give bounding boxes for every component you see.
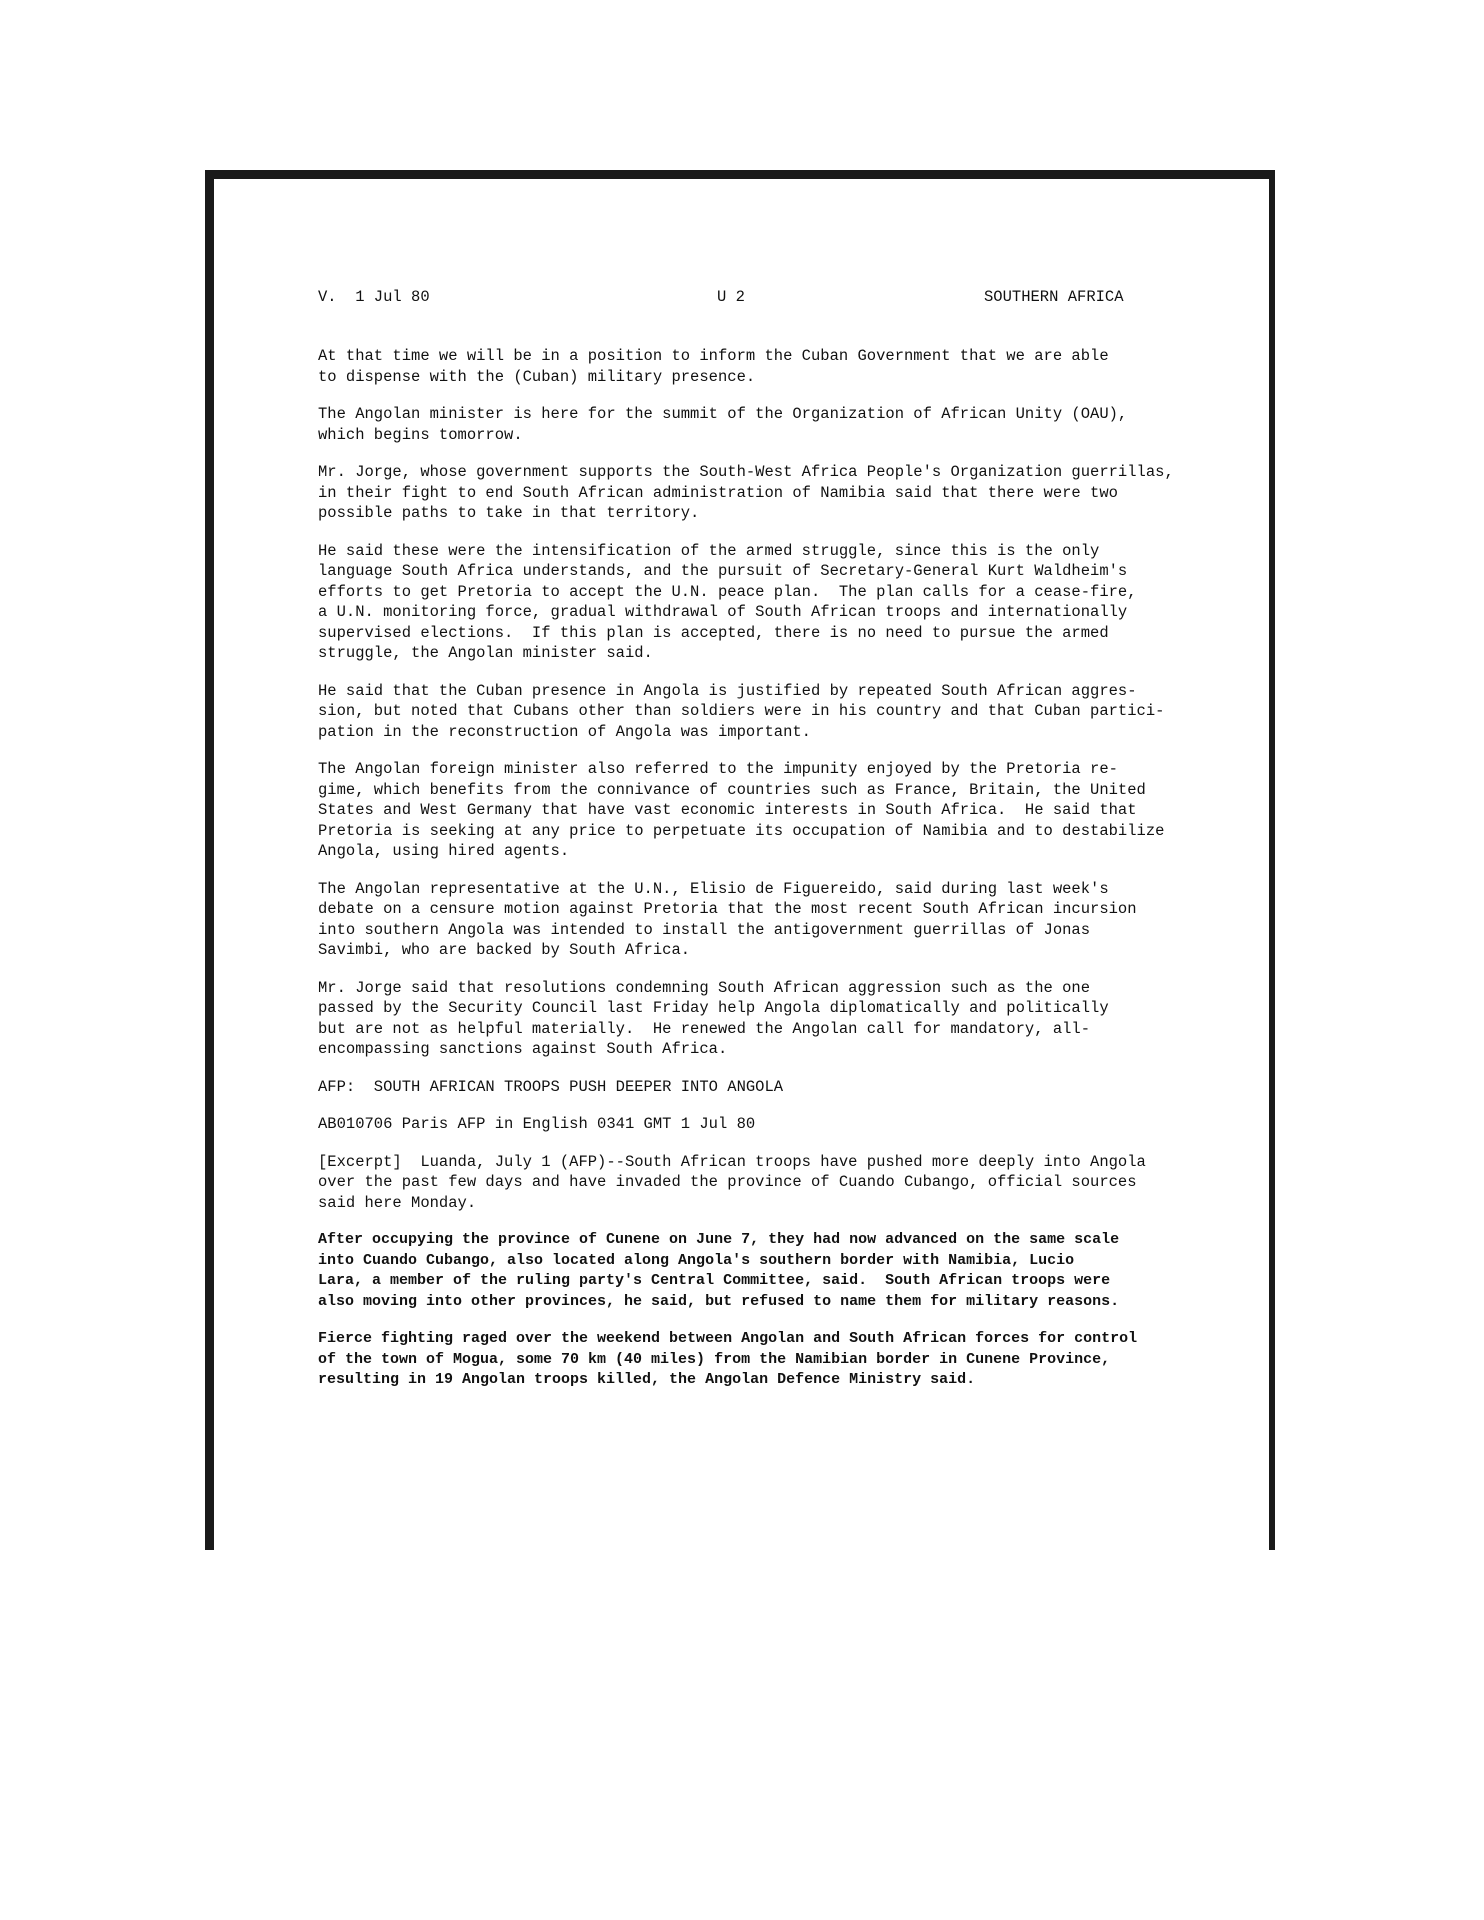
paragraph-5: He said that the Cuban presence in Angola is justified by repeated South African aggres- sion, but noted that Cubans other than soldiers were in his country and that Cuban partici- pation in the reconstruction of Angola was important.: [318, 681, 1165, 741]
paragraph-1: At that time we will be in a position to inform the Cuban Government that we are able to dispense with the (Cuban) military presence.: [318, 347, 1109, 386]
afp-paragraph-2: After occupying the province of Cunene on June 7, they had now advanced on the same scale into Cuando Cubango, also located along Angola's southern border with Namibia, Lucio Lara, a member of the ruling party's Central Committee, said. South African troops were also moving into other provinces, he said, but refused to name them for military reasons.: [318, 1231, 1120, 1310]
paragraph-2: The Angolan minister is here for the summit of the Organization of African Unity (OAU), which begins tomorrow.: [318, 405, 1128, 444]
paragraph-4: He said these were the intensification of the armed struggle, since this is the only language South Africa understands, and the pursuit of Secretary-General Kurt Waldheim's efforts to get Pretoria to accept the U.N. peace plan. The plan calls for a cease-fire, a U.N. monitoring force, gradual withdrawal of South African troops and internationally supervised elections. If this plan is accepted, there is no need to pursue the armed struggle, the Angolan minister said.: [318, 541, 1137, 662]
header-page-number: U 2: [717, 288, 745, 306]
afp-paragraph-3: Fierce fighting raged over the weekend between Angolan and South African forces for control of the town of Mogua, some 70 km (40 miles) from the Namibian border in Cunene Province, resulting in 19 Angolan troops killed, the Angolan Defence Ministry said.: [318, 1330, 1138, 1388]
header-date: V. 1 Jul 80: [318, 288, 430, 306]
document-body: [318, 346, 1198, 1408]
source-line: AB010706 Paris AFP in English 0341 GMT 1 Jul 80: [318, 1115, 756, 1133]
paragraph-3: Mr. Jorge, whose government supports the South-West Africa People's Organization guerrillas, in their fight to end South African administration of Namibia said that there were two possible paths to take in that territory.: [318, 463, 1174, 522]
paragraph-6: The Angolan foreign minister also referred to the impunity enjoyed by the Pretoria re- gime, which benefits from the connivance of countries such as France, Britain, the United States and West Germany that have vast economic interests in South Africa. He said that Pretoria is seeking at any price to perpetuate its occupation of Namibia and to destabilize Angola, using hired agents.: [318, 760, 1165, 860]
afp-paragraph-1: [Excerpt] Luanda, July 1 (AFP)--South African troops have pushed more deeply into Angola over the past few days and have invaded the province of Cuando Cubango, official sources said here Monday.: [318, 1152, 1146, 1212]
paragraph-7: The Angolan representative at the U.N., Elisio de Figuereido, said during last week's debate on a censure motion against Pretoria that the most recent South African incursion into southern Angola was intended to install the antigovernment guerrillas of Jonas Savimbi, who are backed by South Africa.: [318, 879, 1137, 959]
header-section: SOUTHERN AFRICA: [984, 288, 1124, 306]
page-header: [0, 288, 1484, 312]
section-heading: AFP: SOUTH AFRICAN TROOPS PUSH DEEPER INTO ANGOLA: [318, 1077, 784, 1096]
paragraph-8: Mr. Jorge said that resolutions condemning South African aggression such as the one passed by the Security Council last Friday help Angola diplomatically and politically but are not as helpful materially. He renewed the Angolan call for mandatory, all- encompassing sanctions against South Africa.: [318, 978, 1109, 1058]
